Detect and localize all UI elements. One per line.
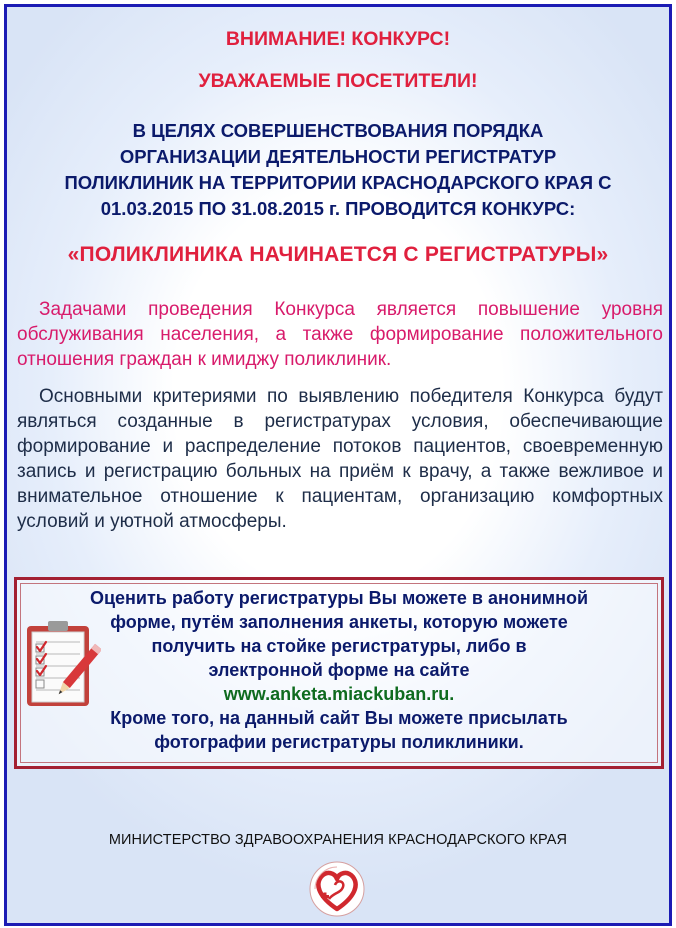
ministry-emblem-icon — [307, 859, 367, 919]
notice-line: Кроме того, на данный сайт Вы можете присылать — [110, 708, 568, 728]
notice-line: Оценить работу регистратуры Вы можете в анонимной — [89, 588, 589, 608]
intro-line: 01.03.2015 ПО 31.08.2015 г. ПРОВОДИТСЯ КОНКУРС: — [100, 198, 576, 219]
poster-frame — [4, 4, 672, 926]
notice-line: фотографии регистратуры поликлиники. — [154, 732, 524, 752]
intro-line: В ЦЕЛЯХ СОВЕРШЕНСТВОВАНИЯ ПОРЯДКА — [132, 120, 544, 141]
greeting-heading: УВАЖАЕМЫЕ ПОСЕТИТЕЛИ! — [198, 70, 478, 92]
contest-slogan: «ПОЛИКЛИНИКА НАЧИНАЕТСЯ С РЕГИСТРАТУРЫ» — [67, 243, 609, 266]
criteria-paragraph: Основными критериями по выявлению победителя Конкурса будут являться созданные в регистратурах условия, обеспечивающие формирование и распределение потоков пациентов, своевременную запись и регистрацию больных на приём к врачу, а также вежливое и внимательное отношение к пациентам, организацию комфортных условий и уютной атмосферы. — [17, 386, 663, 532]
notice-line: форме, путём заполнения анкеты, которую можете — [110, 612, 568, 632]
goals-paragraph: Задачами проведения Конкурса является повышение уровня обслуживания населения, а также формирование положительного отношения граждан к имиджу поликлиник. — [17, 299, 663, 370]
intro-block — [7, 118, 669, 222]
ministry-name: МИНИСТЕРСТВО ЗДРАВООХРАНЕНИЯ КРАСНОДАРСКОГО КРАЯ — [108, 832, 568, 848]
survey-site-link[interactable]: www.anketa.miackuban.ru. — [223, 684, 455, 704]
intro-line: ОРГАНИЗАЦИИ ДЕЯТЕЛЬНОСТИ РЕГИСТРАТУР — [119, 146, 557, 167]
attention-heading: ВНИМАНИЕ! КОНКУРС! — [225, 28, 451, 50]
survey-notice-box — [14, 577, 664, 769]
notice-line: получить на стойке регистратуры, либо в — [151, 636, 527, 656]
notice-text — [17, 586, 661, 754]
notice-line: электронной форме на сайте — [208, 660, 470, 680]
intro-line: ПОЛИКЛИНИК НА ТЕРРИТОРИИ КРАСНОДАРСКОГО КРАЯ С — [64, 172, 612, 193]
